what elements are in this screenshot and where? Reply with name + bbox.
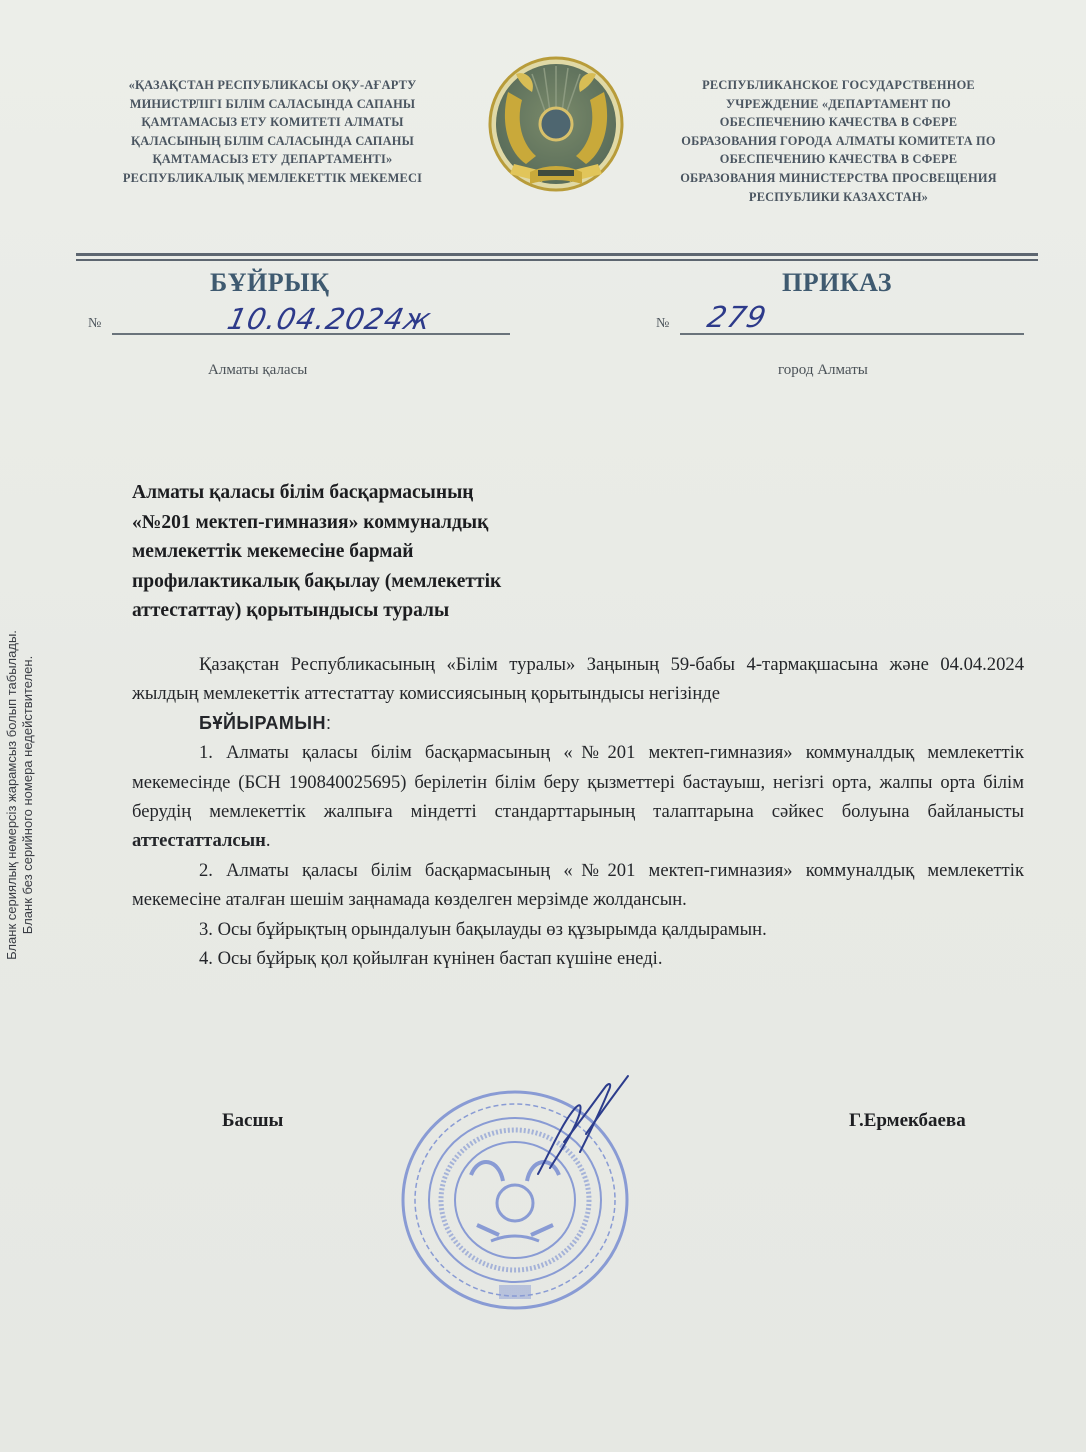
header-ru-line: УЧРЕЖДЕНИЕ «ДЕПАРТАМЕНТ ПО: [725, 96, 952, 111]
handwritten-signature-icon: [520, 1072, 640, 1182]
preamble: Қазақстан Республикасының «Білім туралы» Заңының 59-бабы 4-тармақшасына және 04.04.2024 жылдың мемлекеттік аттестаттау комиссиясының қорытындысы негізінде: [132, 654, 1024, 705]
date-number-sign: №: [88, 316, 102, 331]
city-kz: Алматы қаласы: [208, 362, 308, 378]
side-note-kz: Бланк сериялық нөмерсіз жарамсыз болып табылады.: [4, 630, 19, 960]
header-ru-line: РЕСПУБЛИКАНСКОЕ ГОСУДАРСТВЕННОЕ: [702, 78, 975, 92]
subject-line: аттестаттау) қорытындысы туралы: [132, 600, 450, 621]
header-ru-line: ОБРАЗОВАНИЯ ГОРОДА АЛМАТЫ КОМИТЕТА ПО: [681, 133, 996, 148]
order-subject: [132, 478, 632, 626]
signatory-name: Г.Ермекбаева: [849, 1110, 966, 1131]
header-ru-line: РЕСПУБЛИКИ КАЗАХСТАН»: [748, 189, 929, 204]
handwritten-order-number: 279: [704, 300, 770, 334]
state-emblem-icon: [486, 52, 626, 198]
order-body: [132, 650, 1024, 973]
order-directive: [132, 709, 1024, 738]
header-kz-line: «ҚАЗАҚСТАН РЕСПУБЛИКАСЫ ОҚУ-АҒАРТУ: [128, 78, 417, 92]
header-ru-line: ОБРАЗОВАНИЯ МИНИСТЕРСТВА ПРОСВЕЩЕНИЯ: [680, 170, 997, 185]
header-kz-line: ҚАМТАМАСЫЗ ЕТУ ДЕПАРТАМЕНТІ»: [152, 152, 393, 167]
subject-line: «№201 мектеп-гимназия» коммуналдық: [132, 511, 489, 533]
header-org-kz: [80, 76, 465, 188]
order-directive-colon: :: [326, 712, 332, 733]
order-item-1-end: .: [265, 830, 271, 852]
order-number-sign: №: [656, 316, 670, 331]
header-ru-line: ОБЕСПЕЧЕНИЮ КАЧЕСТВА В СФЕРЕ: [719, 115, 958, 130]
header-kz-line: ҚАЛАСЫНЫҢ БІЛІМ САЛАСЫНДА САПАНЫ: [131, 133, 414, 148]
subject-line: Алматы қаласы білім басқармасының: [132, 482, 474, 503]
header-kz-line: РЕСПУБЛИКАЛЫҚ МЕМЛЕКЕТТІК МЕКЕМЕСІ: [122, 170, 423, 185]
order-item-4: 4. Осы бұйрық қол қойылған күнінен бастап күшіне енеді.: [199, 948, 663, 970]
side-note-ru: Бланк без серийного номера недействителен.: [20, 655, 35, 935]
blank-serial-note: [4, 560, 36, 1030]
header-ru-line: ОБЕСПЕЧЕНИЮ КАЧЕСТВА В СФЕРЕ: [719, 152, 958, 167]
order-item-3: 3. Осы бұйрықтың орындалуын бақылауды өз құзырымда қалдырамын.: [199, 918, 767, 940]
subject-line: мемлекеттік мекемесіне бармай: [132, 541, 414, 562]
handwritten-date: 10.04.2024ж: [224, 302, 435, 336]
city-ru: город Алматы: [778, 362, 868, 378]
header-divider: [76, 253, 1038, 256]
order-title-kz: БҰЙРЫҚ: [210, 268, 330, 297]
header-kz-line: МИНИСТРЛІГІ БІЛІМ САЛАСЫНДА САПАНЫ: [129, 96, 416, 111]
subject-line: профилактикалық бақылау (мемлекеттік: [132, 570, 502, 592]
order-item-2: 2. Алматы қаласы білім басқармасының «№201 мектеп-гимназия» коммуналдық мемлекеттік мекемесіне аталған шешім заңнамада көзделген мерзімде жолдансын.: [132, 859, 1024, 911]
signatory-role: Басшы: [222, 1110, 284, 1131]
order-item-1-text: 1. Алматы қаласы білім басқармасының «№201 мектеп-гимназия» коммуналдық мемлекеттік мекемесінде (БСН 190840025695) берілетін білім беру қызметтері бастауыш, негізгі орта, жалпы орта білім берудің мемлекеттік жалпыға міндетті стандарттарының талаптарына сәйкес болуына байланысты: [132, 742, 1024, 823]
order-directive-word: БҰЙЫРАМЫН: [199, 712, 327, 733]
header-org-ru: [636, 76, 1041, 206]
order-title-ru: ПРИКАЗ: [782, 268, 893, 297]
header-divider-thin: [76, 259, 1038, 261]
order-item-1-verb: аттестатталсын: [132, 830, 266, 852]
order-item-1: [132, 738, 1024, 856]
header-kz-line: ҚАМТАМАСЫЗ ЕТУ КОМИТЕТІ АЛМАТЫ: [141, 115, 404, 130]
